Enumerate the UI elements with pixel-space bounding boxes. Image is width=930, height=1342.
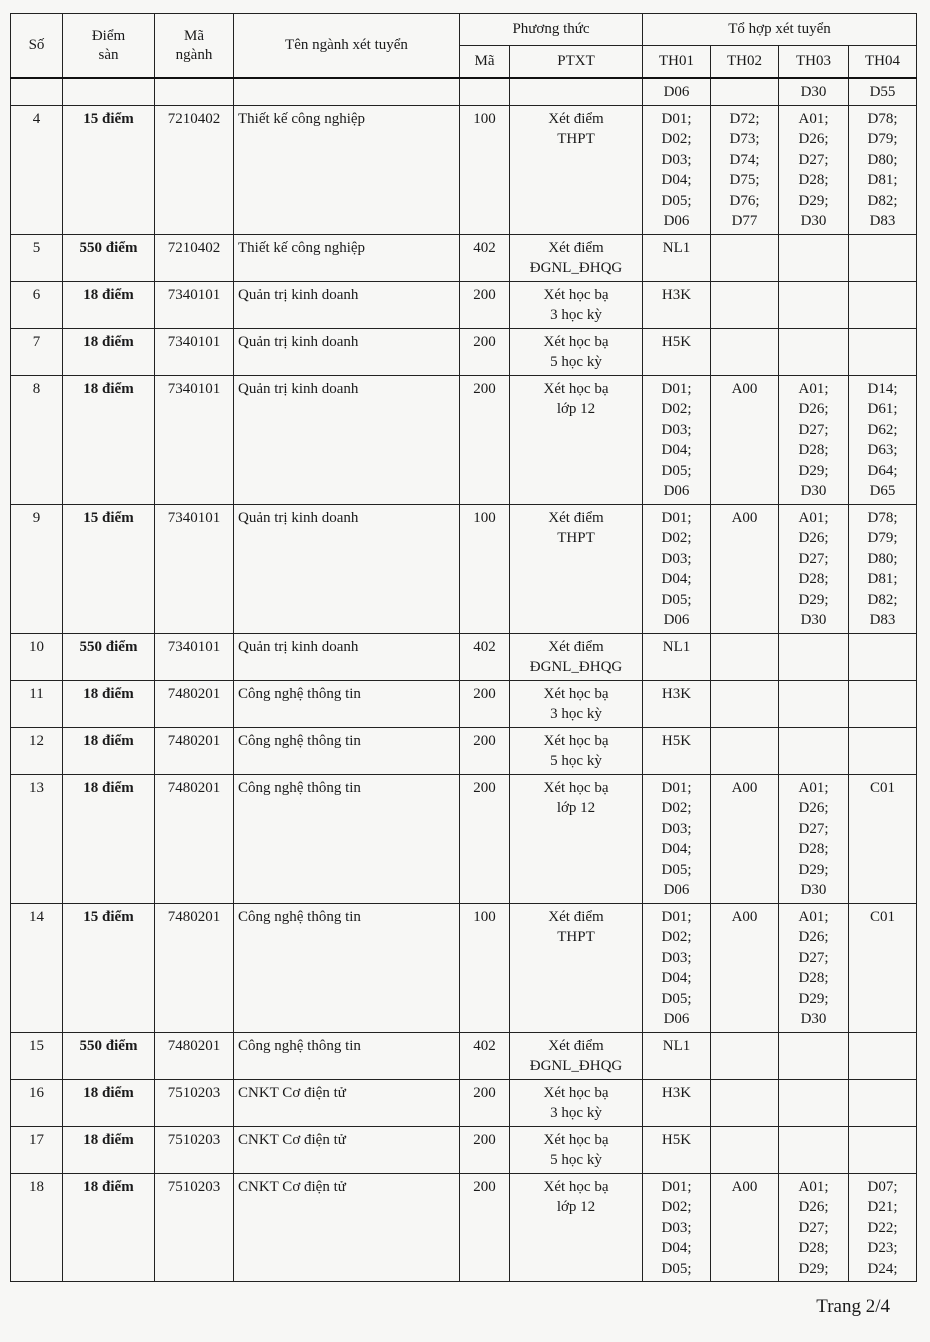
cell-ptxt: Xét học bạ lớp 12 <box>510 774 643 903</box>
cell-diem-san: 18 điểm <box>63 281 155 328</box>
table-row <box>11 78 917 105</box>
cell-th01: D01; D02; D03; D04; D05; D06 <box>643 375 711 504</box>
cell-ten-nganh: Quản trị kinh doanh <box>234 281 460 328</box>
cell-diem-san: 18 điểm <box>63 328 155 375</box>
cell-th04 <box>849 1032 917 1079</box>
cell-th01: H3K <box>643 1079 711 1126</box>
header-phuong-thuc: Phương thức <box>460 14 643 46</box>
table-header <box>11 14 917 79</box>
cell-th02 <box>711 680 779 727</box>
cell-th04: D07; D21; D22; D23; D24; <box>849 1173 917 1282</box>
cell-ma-nganh: 7340101 <box>155 281 234 328</box>
table-row <box>11 375 917 504</box>
cell-th03 <box>779 727 849 774</box>
cell-th01: H5K <box>643 1126 711 1173</box>
cell-ten-nganh: Công nghệ thông tin <box>234 903 460 1032</box>
cell-th01: H3K <box>643 281 711 328</box>
cell-ma-nganh: 7480201 <box>155 774 234 903</box>
cell-th02: A00 <box>711 375 779 504</box>
cell-th01: D01; D02; D03; D04; D05; D06 <box>643 504 711 633</box>
cell-th03 <box>779 680 849 727</box>
cell-stt: 15 <box>11 1032 63 1079</box>
cell-th02 <box>711 727 779 774</box>
cell-th02 <box>711 78 779 105</box>
cell-ptxt: Xét học bạ 3 học kỳ <box>510 1079 643 1126</box>
cell-th04 <box>849 281 917 328</box>
cell-th03: A01; D26; D27; D28; D29; D30 <box>779 504 849 633</box>
cell-ma-nganh: 7510203 <box>155 1079 234 1126</box>
table-row <box>11 774 917 903</box>
cell-th04: C01 <box>849 903 917 1032</box>
table-row <box>11 504 917 633</box>
cell-th03: A01; D26; D27; D28; D29; D30 <box>779 903 849 1032</box>
cell-th04 <box>849 1079 917 1126</box>
cell-ptxt: Xét điểm ĐGNL_ĐHQG <box>510 633 643 680</box>
cell-th03 <box>779 328 849 375</box>
header-ptxt: PTXT <box>510 46 643 79</box>
page-number: Trang 2/4 <box>816 1296 890 1317</box>
header-so: Số <box>11 14 63 79</box>
cell-stt: 4 <box>11 105 63 234</box>
cell-th01: NL1 <box>643 1032 711 1079</box>
cell-th04 <box>849 234 917 281</box>
cell-ptxt: Xét học bạ 3 học kỳ <box>510 281 643 328</box>
cell-ma-phuong-thuc: 402 <box>460 633 510 680</box>
cell-th03: A01; D26; D27; D28; D29; D30 <box>779 774 849 903</box>
header-diem-san: Điểm sàn <box>63 14 155 79</box>
cell-ma-nganh: 7480201 <box>155 1032 234 1079</box>
cell-ma-phuong-thuc: 402 <box>460 1032 510 1079</box>
table-row <box>11 633 917 680</box>
cell-ma-nganh: 7210402 <box>155 105 234 234</box>
table-row <box>11 727 917 774</box>
cell-ten-nganh: Quản trị kinh doanh <box>234 328 460 375</box>
cell-th03 <box>779 234 849 281</box>
table-row <box>11 1173 917 1282</box>
header-th04: TH04 <box>849 46 917 79</box>
cell-ma-nganh: 7340101 <box>155 328 234 375</box>
cell-ma-phuong-thuc: 200 <box>460 727 510 774</box>
cell-ma-nganh: 7340101 <box>155 633 234 680</box>
cell-diem-san: 18 điểm <box>63 375 155 504</box>
cell-stt: 8 <box>11 375 63 504</box>
cell-ma-phuong-thuc: 200 <box>460 774 510 903</box>
cell-ptxt: Xét học bạ lớp 12 <box>510 1173 643 1282</box>
header-th01: TH01 <box>643 46 711 79</box>
cell-ptxt: Xét điểm ĐGNL_ĐHQG <box>510 1032 643 1079</box>
cell-diem-san: 550 điểm <box>63 1032 155 1079</box>
cell-ma-nganh: 7340101 <box>155 504 234 633</box>
cell-ptxt: Xét học bạ 5 học kỳ <box>510 727 643 774</box>
table-row <box>11 328 917 375</box>
cell-th02: A00 <box>711 903 779 1032</box>
cell-th04 <box>849 680 917 727</box>
cell-ten-nganh: Công nghệ thông tin <box>234 1032 460 1079</box>
cell-diem-san: 15 điểm <box>63 903 155 1032</box>
cell-ptxt: Xét học bạ 5 học kỳ <box>510 1126 643 1173</box>
cell-stt: 17 <box>11 1126 63 1173</box>
cell-ma-nganh: 7480201 <box>155 727 234 774</box>
header-ma-nganh: Mã ngành <box>155 14 234 79</box>
cell-ma-nganh: 7510203 <box>155 1173 234 1282</box>
cell-th03 <box>779 281 849 328</box>
cell-ma-phuong-thuc: 200 <box>460 1173 510 1282</box>
cell-th01: NL1 <box>643 234 711 281</box>
cell-ma-phuong-thuc: 100 <box>460 504 510 633</box>
cell-th02 <box>711 633 779 680</box>
cell-ten-nganh: Công nghệ thông tin <box>234 774 460 903</box>
cell-stt: 6 <box>11 281 63 328</box>
cell-th01: H5K <box>643 328 711 375</box>
cell-th02 <box>711 281 779 328</box>
cell-ma-phuong-thuc: 200 <box>460 281 510 328</box>
cell-ten-nganh <box>234 78 460 105</box>
header-to-hop: Tổ hợp xét tuyển <box>643 14 917 46</box>
cell-diem-san: 15 điểm <box>63 504 155 633</box>
header-ma: Mã <box>460 46 510 79</box>
cell-ma-nganh: 7480201 <box>155 680 234 727</box>
cell-stt: 18 <box>11 1173 63 1282</box>
cell-stt <box>11 78 63 105</box>
cell-ten-nganh: Thiết kế công nghiệp <box>234 105 460 234</box>
cell-th02: A00 <box>711 504 779 633</box>
table-row <box>11 903 917 1032</box>
cell-th03 <box>779 633 849 680</box>
cell-ptxt: Xét học bạ 5 học kỳ <box>510 328 643 375</box>
cell-th01: D01; D02; D03; D04; D05; D06 <box>643 774 711 903</box>
header-th02: TH02 <box>711 46 779 79</box>
cell-th04: D55 <box>849 78 917 105</box>
cell-ptxt: Xét điểm THPT <box>510 105 643 234</box>
cell-th01: D01; D02; D03; D04; D05; D06 <box>643 105 711 234</box>
cell-th01: NL1 <box>643 633 711 680</box>
cell-th02: D72; D73; D74; D75; D76; D77 <box>711 105 779 234</box>
cell-ma-nganh: 7480201 <box>155 903 234 1032</box>
cell-ptxt <box>510 78 643 105</box>
cell-ptxt: Xét học bạ lớp 12 <box>510 375 643 504</box>
cell-ma-nganh: 7340101 <box>155 375 234 504</box>
cell-th04 <box>849 1126 917 1173</box>
cell-stt: 9 <box>11 504 63 633</box>
cell-ma-phuong-thuc: 200 <box>460 1079 510 1126</box>
table-body <box>11 78 917 1282</box>
cell-diem-san: 18 điểm <box>63 774 155 903</box>
admission-table <box>10 13 917 1282</box>
cell-th03: A01; D26; D27; D28; D29; D30 <box>779 105 849 234</box>
cell-ma-phuong-thuc: 200 <box>460 1126 510 1173</box>
cell-th03 <box>779 1126 849 1173</box>
cell-th03: D30 <box>779 78 849 105</box>
cell-ma-nganh: 7510203 <box>155 1126 234 1173</box>
table-row <box>11 1032 917 1079</box>
cell-ptxt: Xét điểm THPT <box>510 504 643 633</box>
cell-th03 <box>779 1032 849 1079</box>
cell-ten-nganh: CNKT Cơ điện tử <box>234 1126 460 1173</box>
cell-th02 <box>711 234 779 281</box>
cell-th02 <box>711 1032 779 1079</box>
cell-stt: 16 <box>11 1079 63 1126</box>
cell-ptxt: Xét điểm ĐGNL_ĐHQG <box>510 234 643 281</box>
cell-ma-nganh <box>155 78 234 105</box>
cell-diem-san: 18 điểm <box>63 1126 155 1173</box>
cell-th04 <box>849 633 917 680</box>
cell-th02 <box>711 1126 779 1173</box>
cell-ten-nganh: CNKT Cơ điện tử <box>234 1173 460 1282</box>
header-ten-nganh: Tên ngành xét tuyển <box>234 14 460 79</box>
cell-th04: C01 <box>849 774 917 903</box>
table-row <box>11 281 917 328</box>
cell-ma-phuong-thuc: 402 <box>460 234 510 281</box>
cell-th03 <box>779 1079 849 1126</box>
cell-ten-nganh: Thiết kế công nghiệp <box>234 234 460 281</box>
cell-th03: A01; D26; D27; D28; D29; D30 <box>779 375 849 504</box>
cell-stt: 11 <box>11 680 63 727</box>
table-row <box>11 1126 917 1173</box>
cell-th04: D78; D79; D80; D81; D82; D83 <box>849 504 917 633</box>
cell-diem-san: 18 điểm <box>63 680 155 727</box>
cell-ma-phuong-thuc: 200 <box>460 328 510 375</box>
cell-ma-phuong-thuc: 100 <box>460 105 510 234</box>
cell-th04: D78; D79; D80; D81; D82; D83 <box>849 105 917 234</box>
cell-stt: 7 <box>11 328 63 375</box>
cell-diem-san: 550 điểm <box>63 633 155 680</box>
cell-diem-san: 550 điểm <box>63 234 155 281</box>
cell-th02 <box>711 1079 779 1126</box>
cell-th04 <box>849 328 917 375</box>
cell-th03: A01; D26; D27; D28; D29; <box>779 1173 849 1282</box>
table-row <box>11 680 917 727</box>
cell-th01: D01; D02; D03; D04; D05; <box>643 1173 711 1282</box>
cell-diem-san: 18 điểm <box>63 727 155 774</box>
cell-th01: D06 <box>643 78 711 105</box>
cell-th04 <box>849 727 917 774</box>
cell-diem-san: 15 điểm <box>63 105 155 234</box>
cell-stt: 14 <box>11 903 63 1032</box>
cell-ma-nganh: 7210402 <box>155 234 234 281</box>
cell-ten-nganh: CNKT Cơ điện tử <box>234 1079 460 1126</box>
cell-stt: 13 <box>11 774 63 903</box>
cell-th02: A00 <box>711 1173 779 1282</box>
table-row <box>11 1079 917 1126</box>
cell-ten-nganh: Quản trị kinh doanh <box>234 375 460 504</box>
cell-th04: D14; D61; D62; D63; D64; D65 <box>849 375 917 504</box>
cell-stt: 10 <box>11 633 63 680</box>
table-row <box>11 234 917 281</box>
cell-ma-phuong-thuc <box>460 78 510 105</box>
cell-ptxt: Xét điểm THPT <box>510 903 643 1032</box>
cell-th01: H5K <box>643 727 711 774</box>
cell-th01: H3K <box>643 680 711 727</box>
cell-ma-phuong-thuc: 100 <box>460 903 510 1032</box>
cell-stt: 12 <box>11 727 63 774</box>
cell-ma-phuong-thuc: 200 <box>460 680 510 727</box>
cell-stt: 5 <box>11 234 63 281</box>
cell-ptxt: Xét học bạ 3 học kỳ <box>510 680 643 727</box>
cell-diem-san: 18 điểm <box>63 1173 155 1282</box>
cell-ten-nganh: Công nghệ thông tin <box>234 727 460 774</box>
cell-ma-phuong-thuc: 200 <box>460 375 510 504</box>
cell-th01: D01; D02; D03; D04; D05; D06 <box>643 903 711 1032</box>
cell-th02: A00 <box>711 774 779 903</box>
cell-th02 <box>711 328 779 375</box>
cell-ten-nganh: Quản trị kinh doanh <box>234 633 460 680</box>
header-th03: TH03 <box>779 46 849 79</box>
cell-ten-nganh: Công nghệ thông tin <box>234 680 460 727</box>
table-row <box>11 105 917 234</box>
cell-ten-nganh: Quản trị kinh doanh <box>234 504 460 633</box>
cell-diem-san <box>63 78 155 105</box>
cell-diem-san: 18 điểm <box>63 1079 155 1126</box>
